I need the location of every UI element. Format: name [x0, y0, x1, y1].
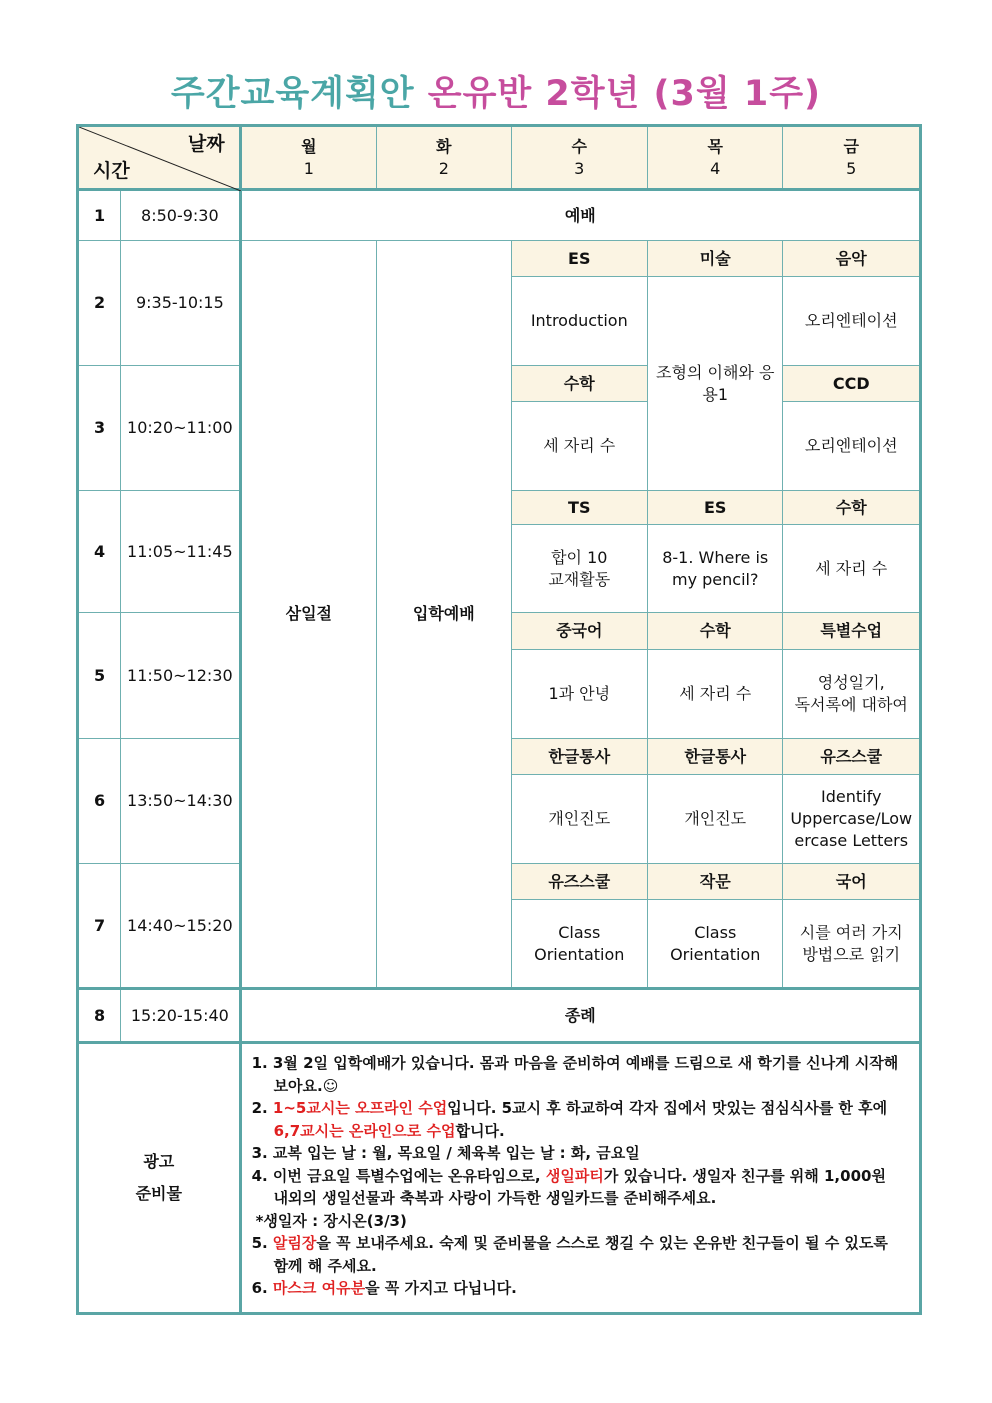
notice-6: 6. 마스크 여유분을 꼭 가지고 다닙니다.	[251, 1279, 517, 1297]
activity-cell: 오리엔테이션	[783, 402, 921, 491]
subject-cell: 유즈스쿨	[783, 739, 921, 775]
subject-cell: 수학	[783, 491, 921, 525]
activity-cell: 오리엔테이션	[783, 277, 921, 366]
notice-2: 2. 1~5교시는 오프라인 수업입니다. 5교시 후 하교하여 각자 집에서 맛있는 점심식사를 한 후에 6,7교시는 온라인으로 수업합니다.	[251, 1099, 888, 1140]
subject-cell: 특별수업	[783, 613, 921, 650]
period-number: 7	[78, 864, 121, 989]
notes-cell	[240, 1043, 920, 1314]
activity-cell: Class Orientation	[511, 900, 647, 989]
period-time: 14:40~15:20	[121, 864, 240, 989]
subject-cell: 수학	[511, 366, 647, 402]
activity-cell: 시를 여러 가지 방법으로 읽기	[783, 900, 921, 989]
notice-5: 5. 알림장을 꼭 보내주세요. 숙제 및 준비물을 스스로 챙길 수 있는 온유반 친구들이 될 수 있도록 함께 해 주세요.	[251, 1234, 888, 1275]
day-header-thu: 목 4	[648, 126, 783, 190]
period-time: 15:20-15:40	[121, 989, 240, 1043]
subject-cell: 중국어	[511, 613, 647, 650]
corner-cell	[78, 126, 241, 190]
subject-cell: 한글통사	[511, 739, 647, 775]
activity-cell: Identify Uppercase/Low ercase Letters	[783, 775, 921, 864]
activity-cell: 1과 안녕	[511, 650, 647, 739]
activity-cell: 세 자리 수	[783, 525, 921, 613]
notice-4: 4. 이번 금요일 특별수업에는 온유타임으로, 생일파티가 있습니다. 생일자 친구를 위해 1,000원 내외의 생일선물과 축복과 사랑이 가득한 생일카드를 준비해주세요.	[251, 1166, 886, 1207]
title-main: 주간교육계획안	[170, 74, 415, 114]
period-number: 2	[78, 241, 121, 366]
period-number: 1	[78, 190, 121, 241]
day-header-wed: 수 3	[511, 126, 647, 190]
subject-cell: CCD	[783, 366, 921, 402]
period-time: 13:50~14:30	[121, 739, 240, 864]
period-time: 11:05~11:45	[121, 491, 240, 613]
period-row-2-subjects	[78, 241, 921, 277]
period-number: 4	[78, 491, 121, 613]
period-time: 9:35-10:15	[121, 241, 240, 366]
weekly-plan-table	[76, 124, 922, 1315]
header-row	[78, 126, 921, 190]
page-title	[0, 66, 992, 116]
subject-cell: ES	[511, 241, 647, 277]
period-number: 8	[78, 989, 121, 1043]
time-label: 시간	[93, 160, 130, 182]
date-label: 날짜	[187, 133, 225, 155]
birthday-note: *생일자 : 장시온(3/3)	[255, 1211, 407, 1230]
activity-cell: 개인진도	[648, 775, 783, 864]
subject-cell: TS	[511, 491, 647, 525]
period-time: 8:50-9:30	[121, 190, 240, 241]
subject-cell: 음악	[783, 241, 921, 277]
subject-cell: 미술	[648, 241, 783, 277]
activity-cell: 8-1. Where is my pencil?	[648, 525, 783, 613]
activity-cell: 합이 10 교재활동	[511, 525, 647, 613]
period-time: 11:50~12:30	[121, 613, 240, 739]
notes-label: 광고 준비물	[78, 1043, 241, 1314]
day-header-fri: 금 5	[783, 126, 921, 190]
activity-cell: Class Orientation	[648, 900, 783, 989]
subject-cell: 한글통사	[648, 739, 783, 775]
notice-1: 1. 3월 2일 입학예배가 있습니다. 몸과 마음을 준비하여 예배를 드림으로 새 학기를 신나게 시작해보아요.☺	[251, 1054, 899, 1095]
activity-cell: Introduction	[511, 277, 647, 366]
period-row-1	[78, 190, 921, 241]
subject-cell: 국어	[783, 864, 921, 900]
subject-cell: ES	[648, 491, 783, 525]
activity-cell: 영성일기, 독서록에 대하여	[783, 650, 921, 739]
subject-cell: 유즈스쿨	[511, 864, 647, 900]
worship-cell: 예배	[240, 190, 920, 241]
monday-cell: 삼일절	[240, 241, 376, 989]
tuesday-cell: 입학예배	[377, 241, 511, 989]
activity-cell: 개인진도	[511, 775, 647, 864]
period-number: 3	[78, 366, 121, 491]
closing-cell: 종례	[240, 989, 920, 1043]
period-number: 5	[78, 613, 121, 739]
period-row-8	[78, 989, 921, 1043]
title-class: 온유반 2학년 (3월 1주)	[427, 74, 822, 114]
notice-3: 3. 교복 입는 날 : 월, 목요일 / 체육복 입는 날 : 화, 금요일	[251, 1144, 640, 1162]
subject-cell: 수학	[648, 613, 783, 650]
notes-row	[78, 1043, 921, 1314]
period-time: 10:20~11:00	[121, 366, 240, 491]
subject-cell: 작문	[648, 864, 783, 900]
day-header-tue: 화 2	[377, 126, 511, 190]
period-number: 6	[78, 739, 121, 864]
activity-cell: 세 자리 수	[648, 650, 783, 739]
activity-cell: 세 자리 수	[511, 402, 647, 491]
day-header-mon: 월 1	[240, 126, 376, 190]
activity-cell-merged: 조형의 이해와 응용1	[648, 277, 783, 491]
